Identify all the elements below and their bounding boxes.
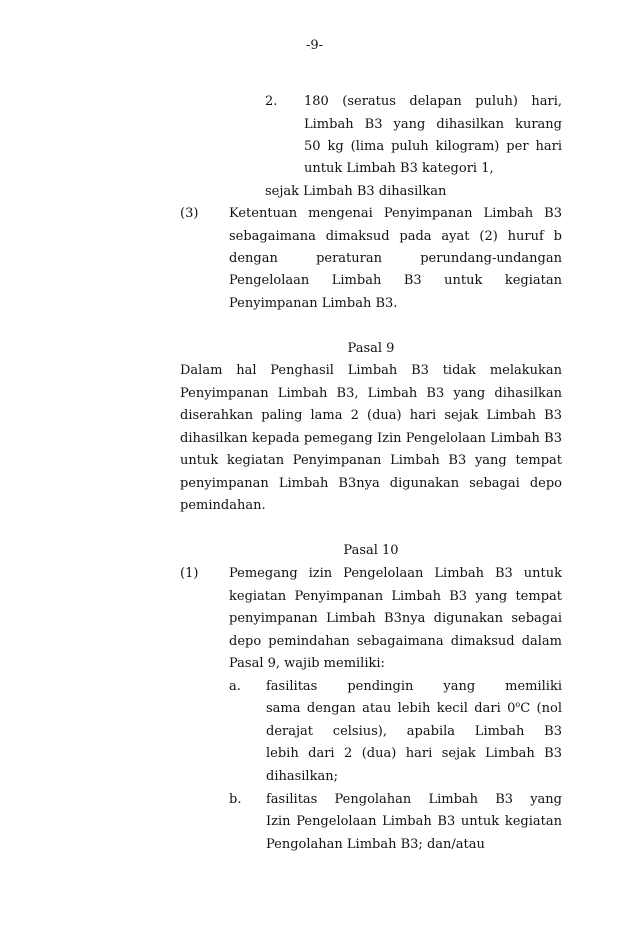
- paragraph-1-number: (1): [180, 566, 199, 581]
- item-a-line: [266, 701, 562, 717]
- paragraph-3-number: (3): [180, 206, 199, 221]
- item-a-line2-text-end: C (nol: [520, 701, 562, 716]
- pasal-9-line: diserahkan paling lama 2 (dua) hari sejak Limbah B3: [180, 408, 562, 423]
- page-number: -9-: [306, 38, 324, 53]
- paragraph-1-line: kegiatan Penyimpanan Limbah B3 yang tempat: [229, 589, 562, 604]
- pasal-9-line: untuk kegiatan Penyimpanan Limbah B3 yang tempat: [180, 453, 562, 468]
- pasal-9-line: Dalam hal Penghasil Limbah B3 tidak melakukan: [180, 363, 562, 378]
- item-b-line: fasilitas Pengolahan Limbah B3 yang: [266, 792, 562, 807]
- paragraph-3-line: Ketentuan mengenai Penyimpanan Limbah B3: [229, 206, 562, 221]
- paragraph-3-line: Penyimpanan Limbah B3.: [229, 296, 398, 311]
- pasal-9-line: Penyimpanan Limbah B3, Limbah B3 yang dihasilkan: [180, 386, 562, 401]
- item-2-tail: sejak Limbah B3 dihasilkan: [265, 184, 447, 199]
- item-b-line: Pengolahan Limbah B3; dan/atau: [266, 837, 485, 852]
- item-a-line: dihasilkan;: [266, 769, 338, 784]
- item-a-line: derajat celsius), apabila Limbah B3: [266, 724, 562, 739]
- item-a-line2-text: sama dengan atau lebih kecil dari 0: [266, 701, 516, 716]
- item-b-line: Izin Pengelolaan Limbah B3 untuk kegiatan: [266, 814, 562, 829]
- paragraph-3-line: dengan peraturan perundang-undangan: [229, 251, 562, 266]
- pasal-9-heading: Pasal 9: [347, 341, 395, 356]
- pasal-9-line: penyimpanan Limbah B3nya digunakan sebagai depo: [180, 476, 562, 491]
- pasal-9-line: dihasilkan kepada pemegang Izin Pengelolaan Limbah B3: [180, 431, 562, 446]
- item-a-letter: a.: [229, 679, 241, 694]
- paragraph-3-line: Pengelolaan Limbah B3 untuk kegiatan: [229, 273, 562, 288]
- item-a-line: lebih dari 2 (dua) hari sejak Limbah B3: [266, 746, 562, 761]
- paragraph-1-line: Pasal 9, wajib memiliki:: [229, 656, 385, 671]
- paragraph-1-line: Pemegang izin Pengelolaan Limbah B3 untuk: [229, 566, 562, 581]
- item-2-line: 180 (seratus delapan puluh) hari,: [304, 94, 562, 109]
- item-2-line: untuk Limbah B3 kategori 1,: [304, 161, 494, 176]
- item-b-letter: b.: [229, 792, 242, 807]
- paragraph-1-line: depo pemindahan sebagaimana dimaksud dalam: [229, 634, 562, 649]
- pasal-10-heading: Pasal 10: [343, 543, 399, 558]
- item-2-line: 50 kg (lima puluh kilogram) per hari: [304, 139, 562, 154]
- paragraph-3-line: sebagaimana dimaksud pada ayat (2) huruf b: [229, 229, 562, 244]
- item-a-line: fasilitas pendingin yang memiliki: [266, 679, 562, 694]
- pasal-9-line: pemindahan.: [180, 498, 266, 513]
- item-2-line: Limbah B3 yang dihasilkan kurang: [304, 117, 562, 132]
- item-2-number: 2.: [265, 94, 278, 109]
- degree-superscript: o: [515, 701, 521, 709]
- paragraph-1-line: penyimpanan Limbah B3nya digunakan sebagai: [229, 611, 562, 626]
